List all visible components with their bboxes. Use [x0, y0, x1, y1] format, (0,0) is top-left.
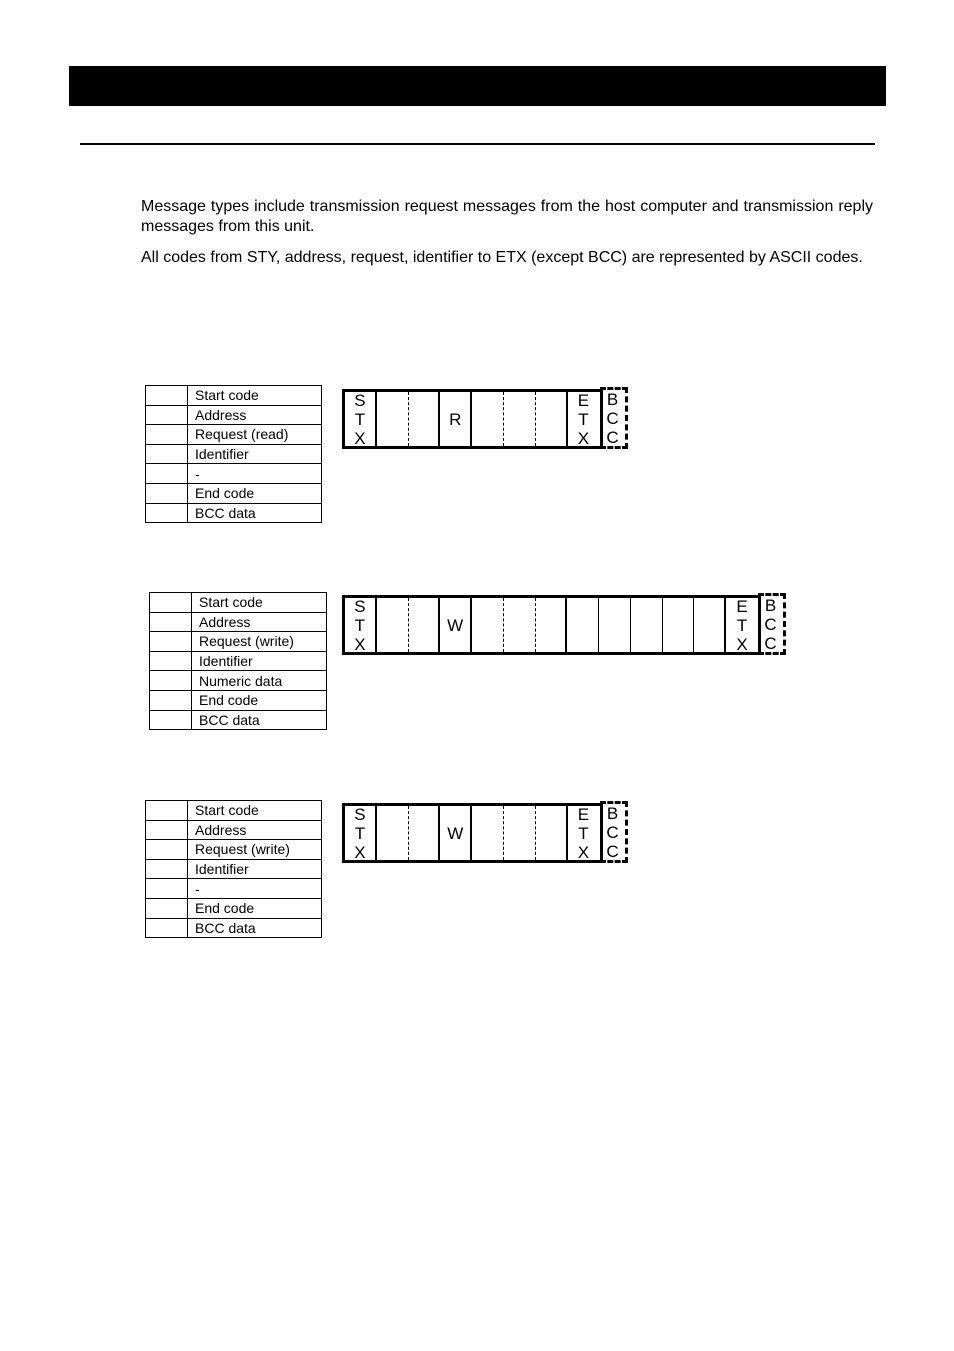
numeric-data-cell — [567, 598, 599, 652]
intro-paragraph-1: Message types include transmission request messages from the host computer and transmission reply messages from this unit. — [141, 198, 873, 235]
identifier-cell — [504, 598, 536, 652]
legend-label: End code — [188, 898, 322, 918]
legend-label: End code — [188, 483, 322, 503]
address-cell — [409, 392, 441, 446]
identifier-cell — [536, 806, 568, 860]
legend-label: Request (read) — [188, 425, 322, 445]
legend-label: Request (write) — [188, 840, 322, 860]
legend-label: Address — [188, 820, 322, 840]
section-header-bar — [69, 66, 886, 106]
identifier-cell — [536, 392, 568, 446]
request-cell: W — [440, 806, 472, 860]
legend-label: Start code — [188, 801, 322, 821]
legend-row — [146, 405, 322, 425]
legend-label: Address — [188, 405, 322, 425]
identifier-cell — [536, 598, 568, 652]
intro-paragraph-2: All codes from STY, address, request, identifier to ETX (except BCC) are represented by ASCII codes. — [141, 249, 863, 266]
address-cell — [377, 806, 409, 860]
read-request-frame — [342, 389, 619, 449]
identifier-cell — [472, 392, 504, 446]
numeric-data-cell — [599, 598, 631, 652]
legend-row — [150, 690, 327, 710]
legend-row — [146, 820, 322, 840]
numeric-data-cell — [663, 598, 695, 652]
legend-row — [146, 386, 322, 406]
legend-label: Identifier — [188, 859, 322, 879]
legend-row — [150, 632, 327, 652]
legend-label: Numeric data — [192, 671, 327, 691]
bcc-cell: B C C — [758, 593, 786, 655]
read-request-legend — [145, 385, 322, 523]
request-cell: W — [440, 598, 472, 652]
legend-label: BCC data — [192, 710, 327, 730]
stx-cell: S T X — [345, 806, 377, 860]
request-cell: R — [440, 392, 472, 446]
identifier-cell — [472, 806, 504, 860]
legend-row — [150, 612, 327, 632]
legend-row — [150, 671, 327, 691]
legend-row — [146, 879, 322, 899]
address-cell — [377, 392, 409, 446]
identifier-cell — [504, 806, 536, 860]
identifier-cell — [504, 392, 536, 446]
legend-label: End code — [192, 690, 327, 710]
section-divider — [80, 143, 875, 145]
legend-label: Address — [192, 612, 327, 632]
etx-cell: E T X — [577, 804, 590, 862]
numeric-data-cell — [631, 598, 663, 652]
address-cell — [377, 598, 409, 652]
legend-row — [146, 425, 322, 445]
legend-label: - — [188, 879, 322, 899]
legend-row — [146, 801, 322, 821]
numeric-data-cell — [694, 598, 726, 652]
legend-row — [146, 840, 322, 860]
legend-label: Start code — [188, 386, 322, 406]
write-request-no-data-legend — [145, 800, 322, 938]
bcc-cell: B C C — [600, 387, 628, 449]
legend-row — [150, 651, 327, 671]
etx-cell: E T X — [577, 390, 590, 448]
legend-row — [146, 918, 322, 938]
legend-row — [146, 859, 322, 879]
legend-row — [146, 464, 322, 484]
legend-label: Identifier — [192, 651, 327, 671]
legend-row — [146, 483, 322, 503]
legend-label: BCC data — [188, 503, 322, 523]
identifier-cell — [472, 598, 504, 652]
legend-label: Request (write) — [192, 632, 327, 652]
etx-cell: E T X — [736, 596, 748, 654]
bcc-cell: B C C — [600, 801, 628, 863]
legend-row — [146, 898, 322, 918]
write-request-frame — [342, 595, 777, 655]
legend-label: BCC data — [188, 918, 322, 938]
write-request-legend — [149, 592, 327, 730]
legend-label: - — [188, 464, 322, 484]
stx-cell: S T X — [345, 392, 377, 446]
stx-cell: S T X — [345, 598, 377, 652]
address-cell — [409, 806, 441, 860]
legend-label: Identifier — [188, 444, 322, 464]
legend-row — [146, 444, 322, 464]
write-request-no-data-frame — [342, 803, 619, 863]
legend-row — [150, 593, 327, 613]
legend-row — [150, 710, 327, 730]
legend-label: Start code — [192, 593, 327, 613]
address-cell — [409, 598, 441, 652]
legend-row — [146, 503, 322, 523]
